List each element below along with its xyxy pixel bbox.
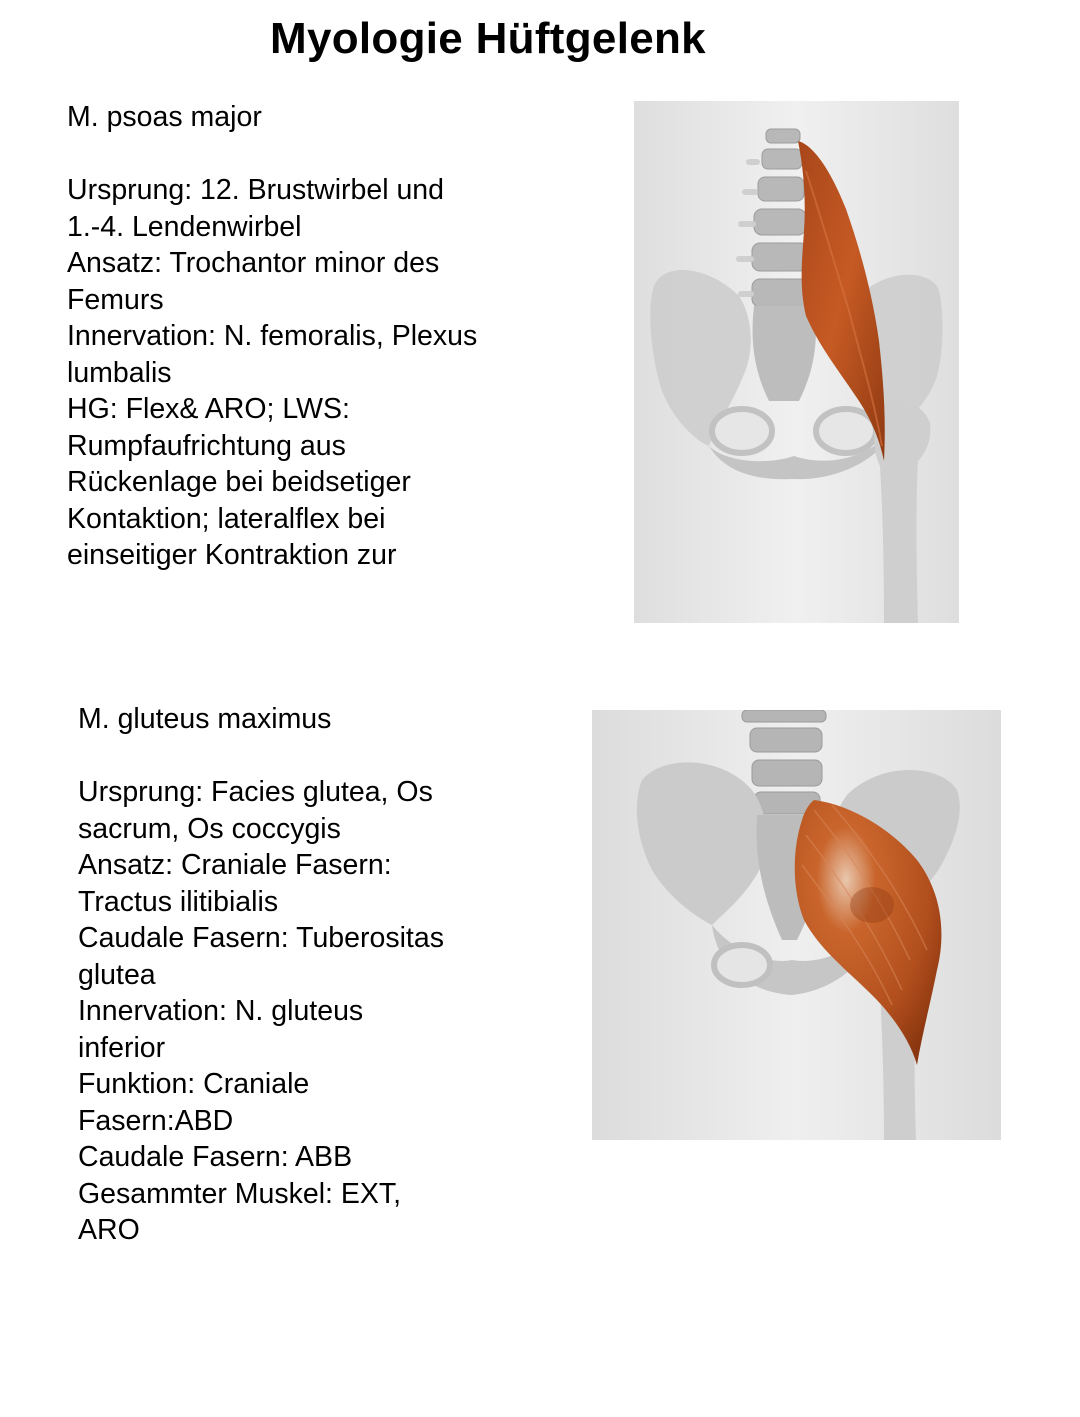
muscle-name: M. psoas major xyxy=(67,101,262,133)
text-line: 1.-4. Lendenwirbel xyxy=(67,210,302,243)
text-line: Rückenlage bei beidsetiger xyxy=(67,466,411,498)
text-line: lumbalis xyxy=(67,356,172,389)
text-line: Innervation: N. gluteus xyxy=(78,995,364,1027)
page-title: Myologie Hüftgelenk xyxy=(270,14,706,63)
spacer xyxy=(67,136,477,173)
gluteus-maximus-description xyxy=(78,701,444,1249)
text-line: Rumpfaufrichtung aus xyxy=(67,429,346,462)
muscle-name: M. gluteus maximus xyxy=(78,703,332,735)
text-line: Tractus ilitibialis xyxy=(78,885,279,918)
text-line: Fasern:ABD xyxy=(78,1104,234,1137)
text-line: Funktion: Craniale xyxy=(78,1068,310,1100)
gluteus-maximus-illustration xyxy=(592,710,1001,1140)
text-line: Caudale Fasern: ABB xyxy=(78,1141,353,1173)
text-line: inferior xyxy=(78,1031,166,1064)
text-line: Ansatz: Craniale Fasern: xyxy=(78,849,392,881)
psoas-muscle-illustration xyxy=(634,101,959,623)
text-line: Ursprung: Facies glutea, Os xyxy=(78,776,433,808)
text-line: ARO xyxy=(78,1214,140,1246)
text-line: Kontaktion; lateralflex bei xyxy=(67,502,386,535)
text-line: Caudale Fasern: Tuberositas xyxy=(78,922,444,954)
psoas-major-description xyxy=(67,99,477,574)
text-line: Ursprung: 12. Brustwirbel und xyxy=(67,174,445,206)
text-line: sacrum, Os coccygis xyxy=(78,812,341,845)
text-line: Innervation: N. femoralis, Plexus xyxy=(67,320,478,352)
text-line: Gesammter Muskel: EXT, xyxy=(78,1177,402,1210)
text-line: Ansatz: Trochantor minor des xyxy=(67,247,440,279)
text-line: einseitiger Kontraktion zur xyxy=(67,539,397,571)
spacer xyxy=(78,738,444,775)
text-line: Femurs xyxy=(67,283,164,316)
text-line: HG: Flex& ARO; LWS: xyxy=(67,393,350,425)
text-line: glutea xyxy=(78,958,156,991)
